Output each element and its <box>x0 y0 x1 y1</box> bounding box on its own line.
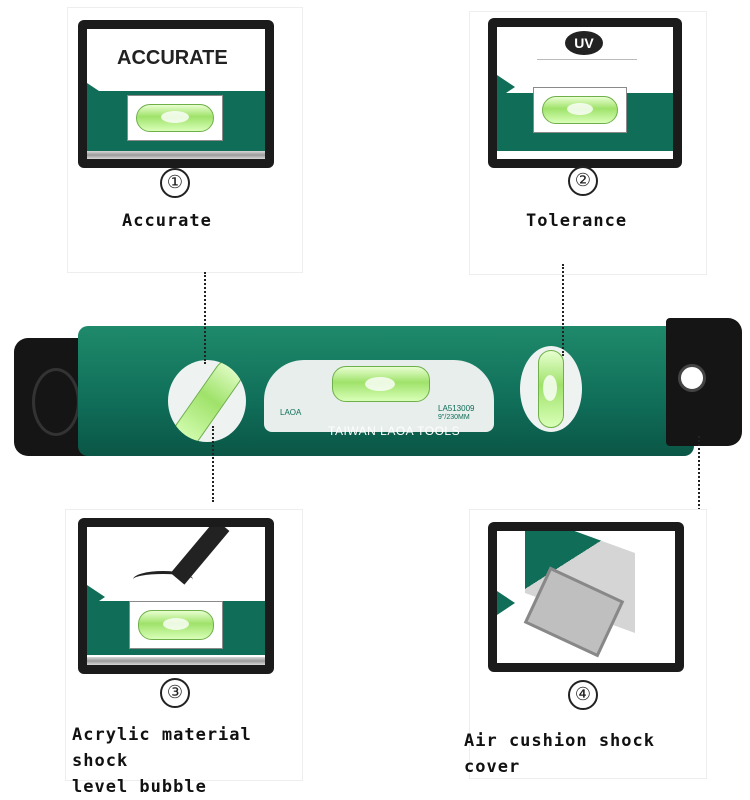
model-size: 9"/230MM <box>438 414 470 421</box>
right-end-cap <box>666 318 742 446</box>
leader-line-2 <box>562 264 564 356</box>
window-left <box>168 360 246 442</box>
level-vial-icon <box>127 95 223 141</box>
brand-logo: LAOA <box>280 408 302 417</box>
feature-image-acrylic <box>78 518 274 674</box>
step-number-3: ③ <box>160 678 190 708</box>
impact-lines-icon <box>133 571 193 588</box>
feature-image-air-cushion <box>488 522 684 672</box>
feature-panel-air-cushion <box>464 510 706 778</box>
pointer-arrow-icon <box>87 79 105 111</box>
level-vial-icon <box>129 601 223 649</box>
hang-hole-icon <box>678 364 706 392</box>
leader-line-3 <box>212 426 214 502</box>
caption-air-cushion: Air cushion shock cover <box>464 731 655 777</box>
feature-image-accurate <box>78 20 274 168</box>
window-center <box>264 360 494 432</box>
model-number: LA513009 <box>438 404 475 413</box>
torpedo-level-product <box>14 318 742 464</box>
pointer-arrow-icon <box>497 587 515 619</box>
uv-rays-icon <box>537 59 637 78</box>
feature-panel-tolerance <box>470 12 706 274</box>
step-number-4: ④ <box>568 680 598 710</box>
uv-badge: UV <box>565 31 603 55</box>
leader-line-1 <box>204 272 206 364</box>
feature-panel-accurate <box>68 8 302 272</box>
caption-accurate: Accurate <box>122 211 212 231</box>
feature-image-tolerance <box>488 18 682 168</box>
caption-tolerance: Tolerance <box>526 211 628 231</box>
accurate-badge: ACCURATE <box>117 47 228 69</box>
step-number-1: ① <box>160 168 190 198</box>
level-vial-icon <box>533 87 627 133</box>
caption-acrylic: Acrylic material shock level bubble <box>72 725 252 797</box>
window-right <box>520 346 582 432</box>
level-body <box>78 326 694 456</box>
brand-text: TAIWAN LAOA TOOLS <box>328 424 461 438</box>
pointer-arrow-icon <box>497 71 515 103</box>
step-number-2: ② <box>568 166 598 196</box>
pointer-arrow-icon <box>87 581 105 613</box>
feature-panel-acrylic <box>66 510 302 797</box>
